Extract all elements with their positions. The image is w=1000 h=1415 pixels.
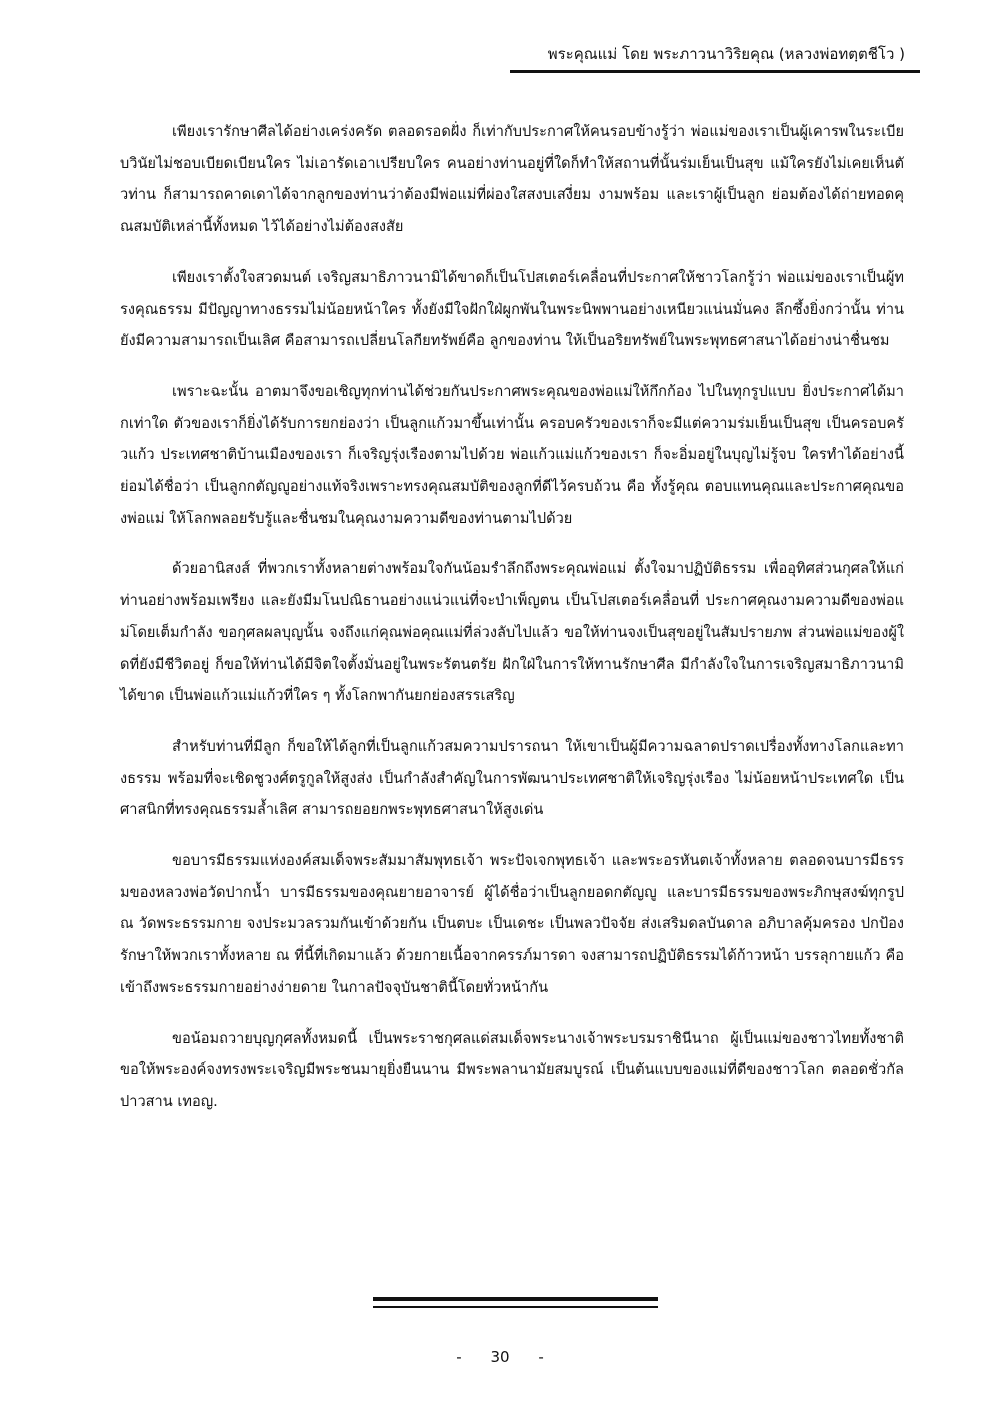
footer-rule-thin xyxy=(373,1306,658,1308)
paragraph-7: ขอน้อมถวายบุญกุศลทั้งหมดนี้ เป็นพระราชกุศลแด่สมเด็จพระนางเจ้าพระบรมราชินีนาถ ผู้เป็นแม่ของชาวไทยทั้งชาติ ขอให้พระองค์จงทรงพระเจริญมีพระชนมายุยิ่งยืนนาน มีพระพลานามัยสมบูรณ์ เป็นต้นแบบของแม่ที่ดีของชาวโลก ตลอดชั่วกัลปาวสาน เทอญ. xyxy=(120,1029,904,1110)
paragraph-4: ด้วยอานิสงส์ ที่พวกเราทั้งหลายต่างพร้อมใจกันน้อมรำลึกถึงพระคุณพ่อแม่ ตั้งใจมาปฏิบัติธรรม เพื่ออุทิศส่วนกุศลให้แก่ท่านอย่างพร้อมเพรียง และยังมีมโนปณิธานอย่างแน่วแน่ที่จะบำเพ็ญตน เป็นโปสเตอร์เคลื่อนที่ ประกาศคุณงามความดีของพ่อแม่โดยเต็มกำลัง ขอกุศลผลบุญนั้น จงถึงแก่คุณพ่อคุณแม่ที่ล่วงลับไปแล้ว ขอให้ท่านจงเป็นสุขอยู่ในสัมปรายภพ ส่วนพ่อแม่ของผู้ใดที่ยังมีชีวิตอยู่ ก็ขอให้ท่านได้มีจิตใจตั้งมั่นอยู่ในพระรัตนตรัย ฝักใฝ่ในการให้ทานรักษาศีล มีกำลังใจในการเจริญสมาธิภาวนามิได้ขาด เป็นพ่อแก้วแม่แก้วที่ใคร ๆ ทั้งโลกพากันยกย่องสรรเสริญ xyxy=(120,560,904,705)
paragraph-5: สำหรับท่านที่มีลูก ก็ขอให้ได้ลูกที่เป็นลูกแก้วสมความปรารถนา ให้เขาเป็นผู้มีความฉลาดปราดเปรื่องทั้งทางโลกและทางธรรม พร้อมที่จะเชิดชูวงศ์ตรูกูลให้สูงส่ง เป็นกำลังสำคัญในการพัฒนาประเทศชาติให้เจริญรุ่งเรือง ไม่น้อยหน้าประเทศใด เป็นศาสนิกที่ทรงคุณธรรมล้ำเลิศ สามารถยอยกพระพุทธศาสนาให้สูงเด่น xyxy=(120,737,904,819)
paragraph-2: เพียงเราตั้งใจสวดมนต์ เจริญสมาธิภาวนามิได้ขาดก็เป็นโปสเตอร์เคลื่อนที่ประกาศให้ชาวโลกรู้ว่า พ่อแม่ของเราเป็นผู้ทรงคุณธรรม มีปัญญาทางธรรมไม่น้อยหน้าใคร ทั้งยังมีใจฝักใฝ่ผูกพันในพระนิพพานอย่างเหนียวแน่นมั่นคง ลึกซึ้งยิ่งกว่านั้น ท่านยังมีความสามารถเป็นเลิศ คือสามารถเปลี่ยนโลกียทรัพย์คือ ลูกของท่าน ให้เป็นอริยทรัพย์ในพระพุทธศาสนาได้อย่างน่าชื่นชม xyxy=(120,268,904,350)
page-number-dash-left: - xyxy=(456,1348,462,1366)
footer-rule-thick xyxy=(373,1297,658,1301)
running-header: พระคุณแม่ โดย พระภาวนาวิริยคุณ (หลวงพ่อทตฺตชีโว ) xyxy=(547,45,905,63)
page-number: 30 xyxy=(490,1348,510,1366)
page-number-footer xyxy=(0,1347,1000,1367)
page-number-dash-right: - xyxy=(538,1348,544,1366)
paragraph-6: ขอบารมีธรรมแห่งองค์สมเด็จพระสัมมาสัมพุทธเจ้า พระปัจเจกพุทธเจ้า และพระอรหันตเจ้าทั้งหลาย ตลอดจนบารมีธรรมของหลวงพ่อวัดปากน้ำ บารมีธรรมของคุณยายอาจารย์ ผู้ได้ชื่อว่าเป็นลูกยอดกตัญญู และบารมีธรรมของพระภิกษุสงฆ์ทุกรูป ณ วัดพระธรรมกาย จงประมวลรวมกันเข้าด้วยกัน เป็นตบะ เป็นเดชะ เป็นพลวปัจจัย ส่งเสริมดลบันดาล อภิบาลคุ้มครอง ปกป้องรักษาให้พวกเราทั้งหลาย ณ ที่นี้ที่เกิดมาแล้ว ด้วยกายเนื้อจากครรภ์มารดา จงสามารถปฏิบัติธรรมได้ก้าวหน้า บรรลุกายแก้ว คือเข้าถึงพระธรรมกายอย่างง่ายดาย ในกาลปัจจุบันชาตินี้โดยทั่วหน้ากัน xyxy=(120,852,904,996)
body-text xyxy=(120,116,904,1137)
header-rule xyxy=(510,70,920,73)
paragraph-1: เพียงเรารักษาศีลได้อย่างเคร่งครัด ตลอดรอดฝั่ง ก็เท่ากับประกาศให้คนรอบข้างรู้ว่า พ่อแม่ของเราเป็นผู้เคารพในระเบียบวินัยไม่ชอบเบียดเบียนใคร ไม่เอารัดเอาเปรียบใคร คนอย่างท่านอยู่ที่ใดก็ทำให้สถานที่นั้นร่มเย็นเป็นสุข แม้ใครยังไม่เคยเห็นตัวท่าน ก็สามารถคาดเดาได้จากลูกของท่านว่าต้องมีพ่อแม่ที่ผ่องใสสงบเสงี่ยม งามพร้อม และเราผู้เป็นลูก ย่อมต้องได้ถ่ายทอดคุณสมบัติเหล่านี้ทั้งหมด ไว้ได้อย่างไม่ต้องสงสัย xyxy=(120,123,904,236)
paragraph-3: เพราะฉะนั้น อาตมาจึงขอเชิญทุกท่านได้ช่วยกันประกาศพระคุณของพ่อแม่ให้กึกก้อง ไปในทุกรูปแบบ ยิ่งประกาศได้มากเท่าใด ตัวของเราก็ยิ่งได้รับการยกย่องว่า เป็นลูกแก้วมาขึ้นเท่านั้น ครอบครัวของเราก็จะมีแต่ความร่มเย็นเป็นสุข เป็นครอบครัวแก้ว ประเทศชาติบ้านเมืองของเรา ก็เจริญรุ่งเรืองตามไปด้วย พ่อแก้วแม่แก้วของเรา ก็จะอิ่มอยู่ในบุญไม่รู้จบ ใครทำได้อย่างนี้ย่อมได้ชื่อว่า เป็นลูกกตัญญูอย่างแท้จริงเพราะทรงคุณสมบัติของลูกที่ดีไว้ครบถ้วน คือ ทั้งรู้คุณ ตอบแทนคุณและประกาศคุณของพ่อแม่ ให้โลกพลอยรับรู้และชื่นชมในคุณงามความดีของท่านตามไปด้วย xyxy=(120,382,904,527)
